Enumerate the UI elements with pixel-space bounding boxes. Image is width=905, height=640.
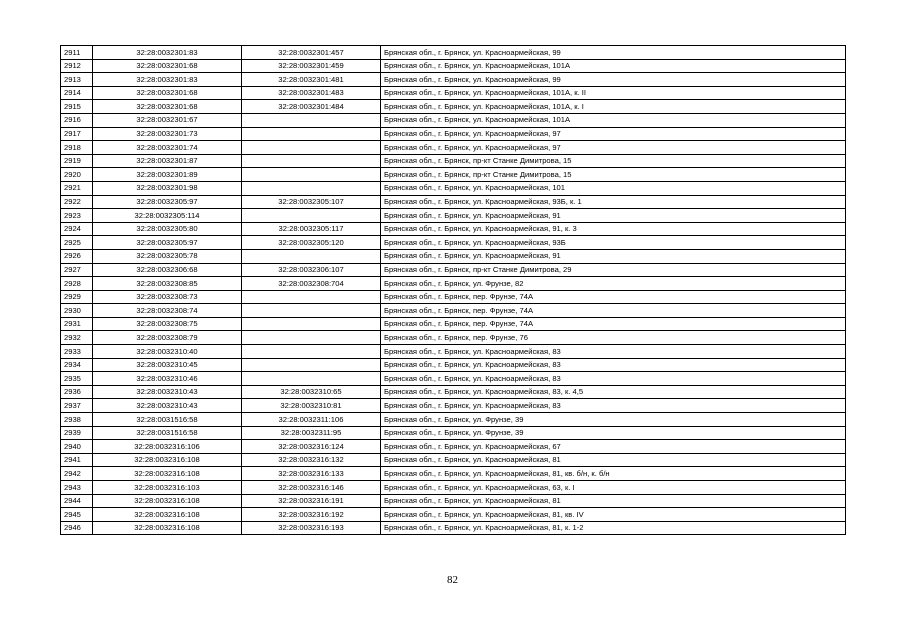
table-row (61, 263, 846, 277)
address-cell: Брянская обл., г. Брянск, ул. Фрунзе, 82 (381, 277, 846, 291)
table-row (61, 181, 846, 195)
address-cell: Брянская обл., г. Брянск, ул. Красноармейская, 99 (381, 73, 846, 87)
address-cell: Брянская обл., г. Брянск, ул. Красноармейская, 97 (381, 127, 846, 141)
row-number-cell: 2942 (61, 467, 93, 481)
cadastral-number-cell: 32:28:0032316:108 (93, 467, 242, 481)
table-row (61, 426, 846, 440)
object-cadastral-number-cell (242, 181, 381, 195)
table-row (61, 127, 846, 141)
object-cadastral-number-cell: 32:28:0032310:81 (242, 399, 381, 413)
cadastral-number-cell: 32:28:0032308:73 (93, 290, 242, 304)
row-number-cell: 2915 (61, 100, 93, 114)
page-number: 82 (447, 574, 458, 586)
table-row (61, 209, 846, 223)
row-number-cell: 2921 (61, 181, 93, 195)
address-cell: Брянская обл., г. Брянск, ул. Красноармейская, 67 (381, 440, 846, 454)
address-cell: Брянская обл., г. Брянск, ул. Красноармейская, 83 (381, 358, 846, 372)
address-cell: Брянская обл., г. Брянск, ул. Красноармейская, 101А (381, 59, 846, 73)
row-number-cell: 2928 (61, 277, 93, 291)
table-row (61, 331, 846, 345)
row-number-cell: 2932 (61, 331, 93, 345)
address-cell: Брянская обл., г. Брянск, пр-кт Станке Димитрова, 29 (381, 263, 846, 277)
object-cadastral-number-cell (242, 290, 381, 304)
table-row (61, 481, 846, 495)
table-row (61, 304, 846, 318)
cadastral-number-cell: 32:28:0032310:45 (93, 358, 242, 372)
address-cell: Брянская обл., г. Брянск, пр-кт Станке Димитрова, 15 (381, 154, 846, 168)
address-cell: Брянская обл., г. Брянск, пер. Фрунзе, 74А (381, 304, 846, 318)
row-number-cell: 2946 (61, 521, 93, 535)
table-row (61, 277, 846, 291)
row-number-cell: 2937 (61, 399, 93, 413)
row-number-cell: 2913 (61, 73, 93, 87)
cadastral-number-cell: 32:28:0032316:108 (93, 521, 242, 535)
row-number-cell: 2920 (61, 168, 93, 182)
cadastral-number-cell: 32:28:0032308:79 (93, 331, 242, 345)
table-row (61, 236, 846, 250)
address-cell: Брянская обл., г. Брянск, ул. Красноармейская, 83 (381, 345, 846, 359)
object-cadastral-number-cell: 32:28:0032316:191 (242, 494, 381, 508)
row-number-cell: 2936 (61, 385, 93, 399)
row-number-cell: 2919 (61, 154, 93, 168)
row-number-cell: 2922 (61, 195, 93, 209)
cadastral-number-cell: 32:28:0031516:58 (93, 426, 242, 440)
object-cadastral-number-cell (242, 113, 381, 127)
table-row (61, 385, 846, 399)
table-row (61, 195, 846, 209)
table-row (61, 86, 846, 100)
object-cadastral-number-cell: 32:28:0032316:132 (242, 453, 381, 467)
cadastral-number-cell: 32:28:0032305:80 (93, 222, 242, 236)
row-number-cell: 2918 (61, 141, 93, 155)
row-number-cell: 2914 (61, 86, 93, 100)
table-row (61, 73, 846, 87)
row-number-cell: 2938 (61, 413, 93, 427)
row-number-cell: 2943 (61, 481, 93, 495)
address-cell: Брянская обл., г. Брянск, ул. Фрунзе, 39 (381, 413, 846, 427)
address-cell: Брянская обл., г. Брянск, пер. Фрунзе, 76 (381, 331, 846, 345)
row-number-cell: 2927 (61, 263, 93, 277)
cadastral-number-cell: 32:28:0032305:114 (93, 209, 242, 223)
row-number-cell: 2934 (61, 358, 93, 372)
address-cell: Брянская обл., г. Брянск, ул. Красноармейская, 91, к. 3 (381, 222, 846, 236)
object-cadastral-number-cell (242, 372, 381, 386)
address-cell: Брянская обл., г. Брянск, ул. Красноармейская, 93Б (381, 236, 846, 250)
address-cell: Брянская обл., г. Брянск, ул. Красноармейская, 93Б, к. 1 (381, 195, 846, 209)
address-cell: Брянская обл., г. Брянск, ул. Красноармейская, 99 (381, 46, 846, 60)
row-number-cell: 2929 (61, 290, 93, 304)
object-cadastral-number-cell: 32:28:0032305:107 (242, 195, 381, 209)
row-number-cell: 2912 (61, 59, 93, 73)
cadastral-number-cell: 32:28:0032316:106 (93, 440, 242, 454)
cadastral-number-cell: 32:28:0032316:108 (93, 508, 242, 522)
object-cadastral-number-cell: 32:28:0032310:65 (242, 385, 381, 399)
cadastral-number-cell: 32:28:0032308:85 (93, 277, 242, 291)
table-row (61, 508, 846, 522)
cadastral-number-cell: 32:28:0032301:87 (93, 154, 242, 168)
table-row (61, 46, 846, 60)
object-cadastral-number-cell: 32:28:0032301:481 (242, 73, 381, 87)
table-row (61, 141, 846, 155)
address-cell: Брянская обл., г. Брянск, ул. Красноармейская, 81, к. 1-2 (381, 521, 846, 535)
cadastral-number-cell: 32:28:0032316:103 (93, 481, 242, 495)
object-cadastral-number-cell: 32:28:0032316:192 (242, 508, 381, 522)
address-cell: Брянская обл., г. Брянск, ул. Красноармейская, 101А, к. I (381, 100, 846, 114)
object-cadastral-number-cell: 32:28:0032301:483 (242, 86, 381, 100)
object-cadastral-number-cell: 32:28:0032316:124 (242, 440, 381, 454)
cadastral-number-cell: 32:28:0032316:108 (93, 494, 242, 508)
property-table (60, 45, 846, 535)
table-row (61, 372, 846, 386)
object-cadastral-number-cell: 32:28:0032306:107 (242, 263, 381, 277)
object-cadastral-number-cell: 32:28:0032316:146 (242, 481, 381, 495)
cadastral-number-cell: 32:28:0032306:68 (93, 263, 242, 277)
cadastral-number-cell: 32:28:0032308:74 (93, 304, 242, 318)
address-cell: Брянская обл., г. Брянск, ул. Красноармейская, 101А, к. II (381, 86, 846, 100)
address-cell: Брянская обл., г. Брянск, ул. Красноармейская, 81, кв. IV (381, 508, 846, 522)
object-cadastral-number-cell (242, 141, 381, 155)
row-number-cell: 2945 (61, 508, 93, 522)
object-cadastral-number-cell: 32:28:0032301:457 (242, 46, 381, 60)
cadastral-number-cell: 32:28:0032310:43 (93, 385, 242, 399)
address-cell: Брянская обл., г. Брянск, ул. Красноармейская, 83 (381, 399, 846, 413)
row-number-cell: 2935 (61, 372, 93, 386)
address-cell: Брянская обл., г. Брянск, ул. Красноармейская, 101 (381, 181, 846, 195)
table-row (61, 168, 846, 182)
object-cadastral-number-cell: 32:28:0032311:106 (242, 413, 381, 427)
row-number-cell: 2931 (61, 317, 93, 331)
row-number-cell: 2925 (61, 236, 93, 250)
table-row (61, 345, 846, 359)
object-cadastral-number-cell (242, 317, 381, 331)
cadastral-number-cell: 32:28:0032301:98 (93, 181, 242, 195)
cadastral-number-cell: 32:28:0032301:74 (93, 141, 242, 155)
table-row (61, 413, 846, 427)
cadastral-number-cell: 32:28:0032310:46 (93, 372, 242, 386)
object-cadastral-number-cell (242, 127, 381, 141)
row-number-cell: 2911 (61, 46, 93, 60)
address-cell: Брянская обл., г. Брянск, пер. Фрунзе, 74А (381, 290, 846, 304)
table-row (61, 290, 846, 304)
object-cadastral-number-cell (242, 345, 381, 359)
address-cell: Брянская обл., г. Брянск, ул. Красноармейская, 81 (381, 494, 846, 508)
cadastral-number-cell: 32:28:0032301:68 (93, 86, 242, 100)
cadastral-number-cell: 32:28:0032316:108 (93, 453, 242, 467)
table-row (61, 521, 846, 535)
table-row (61, 453, 846, 467)
object-cadastral-number-cell (242, 168, 381, 182)
cadastral-number-cell: 32:28:0032301:68 (93, 59, 242, 73)
object-cadastral-number-cell: 32:28:0032311:95 (242, 426, 381, 440)
object-cadastral-number-cell: 32:28:0032316:193 (242, 521, 381, 535)
cadastral-number-cell: 32:28:0032310:43 (93, 399, 242, 413)
table-row (61, 399, 846, 413)
row-number-cell: 2917 (61, 127, 93, 141)
address-cell: Брянская обл., г. Брянск, пер. Фрунзе, 74А (381, 317, 846, 331)
cadastral-number-cell: 32:28:0032301:83 (93, 46, 242, 60)
object-cadastral-number-cell: 32:28:0032301:484 (242, 100, 381, 114)
object-cadastral-number-cell: 32:28:0032301:459 (242, 59, 381, 73)
address-cell: Брянская обл., г. Брянск, ул. Красноармейская, 101А (381, 113, 846, 127)
table-row (61, 154, 846, 168)
row-number-cell: 2939 (61, 426, 93, 440)
table-row (61, 113, 846, 127)
address-cell: Брянская обл., г. Брянск, ул. Красноармейская, 81 (381, 453, 846, 467)
table-row (61, 358, 846, 372)
row-number-cell: 2930 (61, 304, 93, 318)
table-row (61, 222, 846, 236)
address-cell: Брянская обл., г. Брянск, ул. Фрунзе, 39 (381, 426, 846, 440)
cadastral-number-cell: 32:28:0032301:73 (93, 127, 242, 141)
object-cadastral-number-cell (242, 249, 381, 263)
cadastral-number-cell: 32:28:0032310:40 (93, 345, 242, 359)
cadastral-number-cell: 32:28:0032301:68 (93, 100, 242, 114)
address-cell: Брянская обл., г. Брянск, ул. Красноармейская, 83 (381, 372, 846, 386)
table-body (61, 46, 846, 535)
address-cell: Брянская обл., г. Брянск, ул. Красноармейская, 91 (381, 209, 846, 223)
object-cadastral-number-cell (242, 304, 381, 318)
row-number-cell: 2944 (61, 494, 93, 508)
cadastral-number-cell: 32:28:0032305:97 (93, 195, 242, 209)
cadastral-number-cell: 32:28:0032301:67 (93, 113, 242, 127)
object-cadastral-number-cell (242, 154, 381, 168)
address-cell: Брянская обл., г. Брянск, ул. Красноармейская, 81, кв. б/н, к. б/н (381, 467, 846, 481)
address-cell: Брянская обл., г. Брянск, ул. Красноармейская, 83, к. 4,5 (381, 385, 846, 399)
table-row (61, 59, 846, 73)
table-row (61, 249, 846, 263)
cadastral-number-cell: 32:28:0032305:78 (93, 249, 242, 263)
table-row (61, 494, 846, 508)
address-cell: Брянская обл., г. Брянск, ул. Красноармейская, 91 (381, 249, 846, 263)
object-cadastral-number-cell: 32:28:0032308:704 (242, 277, 381, 291)
row-number-cell: 2916 (61, 113, 93, 127)
object-cadastral-number-cell (242, 358, 381, 372)
object-cadastral-number-cell (242, 209, 381, 223)
row-number-cell: 2933 (61, 345, 93, 359)
address-cell: Брянская обл., г. Брянск, ул. Красноармейская, 63, к. I (381, 481, 846, 495)
object-cadastral-number-cell: 32:28:0032305:120 (242, 236, 381, 250)
row-number-cell: 2926 (61, 249, 93, 263)
object-cadastral-number-cell (242, 331, 381, 345)
cadastral-number-cell: 32:28:0032301:83 (93, 73, 242, 87)
row-number-cell: 2941 (61, 453, 93, 467)
row-number-cell: 2923 (61, 209, 93, 223)
cadastral-number-cell: 32:28:0032301:89 (93, 168, 242, 182)
object-cadastral-number-cell: 32:28:0032305:117 (242, 222, 381, 236)
table-row (61, 467, 846, 481)
table-row (61, 100, 846, 114)
address-cell: Брянская обл., г. Брянск, ул. Красноармейская, 97 (381, 141, 846, 155)
object-cadastral-number-cell: 32:28:0032316:133 (242, 467, 381, 481)
address-cell: Брянская обл., г. Брянск, пр-кт Станке Димитрова, 15 (381, 168, 846, 182)
cadastral-number-cell: 32:28:0032305:97 (93, 236, 242, 250)
cadastral-number-cell: 32:28:0032308:75 (93, 317, 242, 331)
row-number-cell: 2924 (61, 222, 93, 236)
table-row (61, 317, 846, 331)
table-row (61, 440, 846, 454)
cadastral-number-cell: 32:28:0031516:58 (93, 413, 242, 427)
row-number-cell: 2940 (61, 440, 93, 454)
